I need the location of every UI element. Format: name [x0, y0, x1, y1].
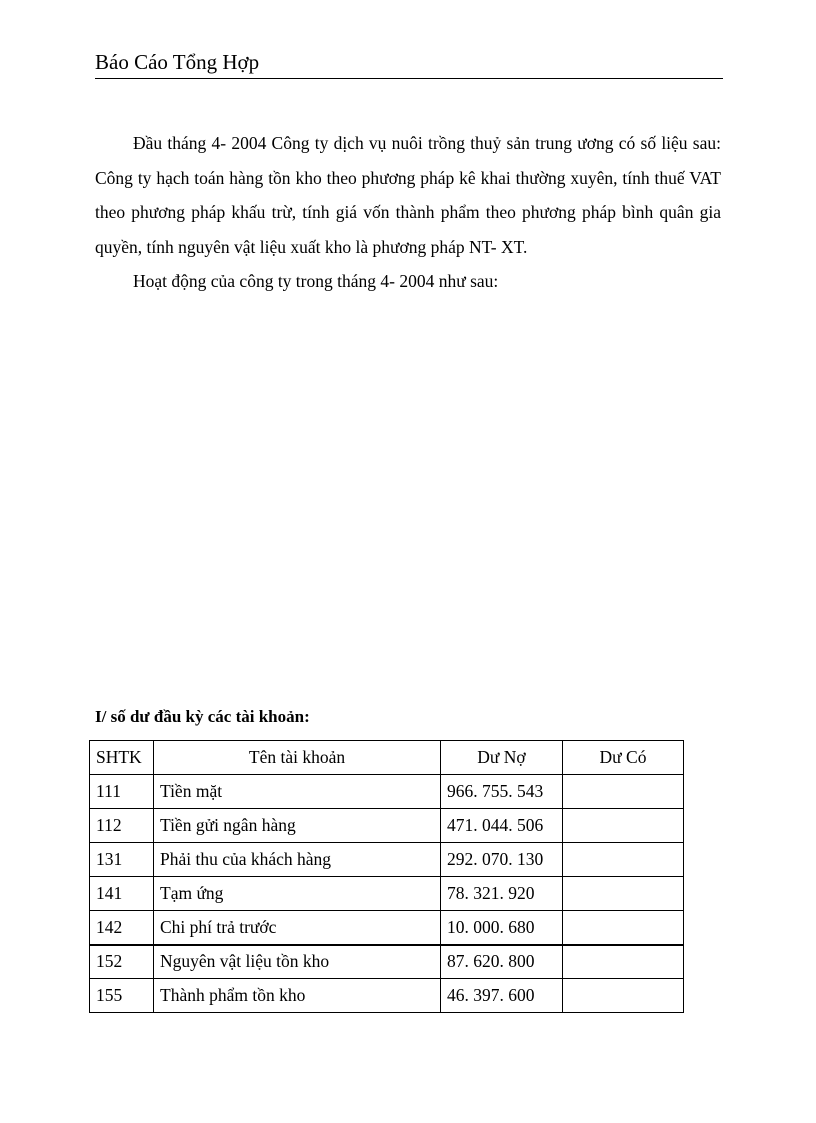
account-balance-table — [89, 740, 684, 1013]
intro-paragraph: Đầu tháng 4- 2004 Công ty dịch vụ nuôi trồng thuỷ sản trung ương có số liệu sau: Công ty hạch toán hàng tồn kho theo phương pháp kê khai thường xuyên, tính thuế VAT theo phương pháp khấu trừ, tính giá vốn thành phẩm theo phương pháp bình quân gia quyền, tính nguyên vật liệu xuất kho là phương pháp NT- XT. — [95, 133, 721, 257]
table-row — [90, 877, 684, 911]
credit-balance — [563, 775, 684, 809]
account-name: Chi phí trả trước — [154, 911, 441, 945]
section-title: I/ số dư đầu kỳ các tài khoản: — [95, 707, 310, 726]
debit-balance: 292. 070. 130 — [441, 843, 563, 877]
account-name: Tiền mặt — [154, 775, 441, 809]
account-code: 111 — [90, 775, 154, 809]
header-shtk: SHTK — [90, 741, 154, 775]
page-header-title: Báo Cáo Tổng Hợp — [95, 50, 723, 79]
credit-balance — [563, 877, 684, 911]
account-code: 131 — [90, 843, 154, 877]
account-code: 152 — [90, 945, 154, 979]
account-name: Phải thu của khách hàng — [154, 843, 441, 877]
debit-balance: 87. 620. 800 — [441, 945, 563, 979]
credit-balance — [563, 809, 684, 843]
header-account-name: Tên tài khoản — [154, 741, 441, 775]
account-name: Tiền gửi ngân hàng — [154, 809, 441, 843]
body-text — [95, 126, 721, 299]
account-code: 112 — [90, 809, 154, 843]
account-name: Thành phẩm tồn kho — [154, 979, 441, 1013]
header-credit: Dư Có — [563, 741, 684, 775]
credit-balance — [563, 911, 684, 945]
credit-balance — [563, 979, 684, 1013]
activity-paragraph: Hoạt động của công ty trong tháng 4- 2004 như sau: — [133, 271, 499, 291]
debit-balance: 471. 044. 506 — [441, 809, 563, 843]
table-row — [90, 945, 684, 979]
account-name: Nguyên vật liệu tồn kho — [154, 945, 441, 979]
debit-balance: 46. 397. 600 — [441, 979, 563, 1013]
debit-balance: 966. 755. 543 — [441, 775, 563, 809]
credit-balance — [563, 843, 684, 877]
account-name: Tạm ứng — [154, 877, 441, 911]
credit-balance — [563, 945, 684, 979]
account-code: 155 — [90, 979, 154, 1013]
table-row — [90, 775, 684, 809]
table-row — [90, 809, 684, 843]
table-row — [90, 911, 684, 945]
debit-balance: 10. 000. 680 — [441, 911, 563, 945]
table-row — [90, 843, 684, 877]
table-header-row — [90, 741, 684, 775]
header-debit: Dư Nợ — [441, 741, 563, 775]
debit-balance: 78. 321. 920 — [441, 877, 563, 911]
account-code: 142 — [90, 911, 154, 945]
table-row — [90, 979, 684, 1013]
account-code: 141 — [90, 877, 154, 911]
